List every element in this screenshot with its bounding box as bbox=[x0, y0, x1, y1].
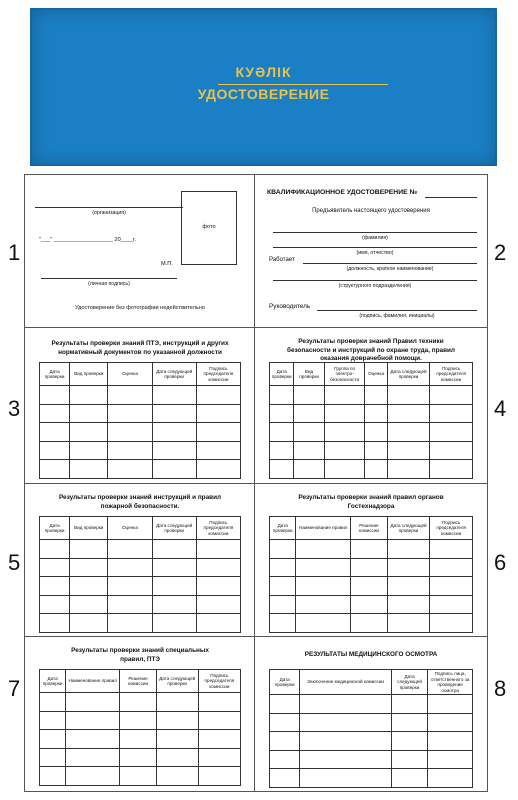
cover-title-russian: УДОСТОВЕРЕНИЕ bbox=[197, 86, 330, 102]
col-header: Группа по электро-безопасности bbox=[324, 363, 365, 386]
col-header: Подпись председателя комиссии bbox=[196, 363, 240, 386]
col-header: Дата проверки bbox=[40, 670, 66, 693]
name-caption: (имя, отчество) bbox=[356, 250, 394, 256]
page-3-title: Результаты проверки знаний ПТЭ, инструкций и других нормативный документов по указанной должности bbox=[51, 340, 229, 356]
table-row bbox=[40, 441, 241, 460]
page-5 bbox=[24, 483, 256, 638]
table-row bbox=[40, 595, 241, 614]
page-6 bbox=[254, 483, 488, 638]
table-row bbox=[40, 693, 241, 712]
table-row bbox=[40, 404, 241, 423]
page-5-table bbox=[39, 516, 241, 633]
table-row bbox=[270, 423, 473, 442]
position-line bbox=[303, 263, 477, 264]
stamp-label: М.П. bbox=[161, 261, 173, 267]
table-row bbox=[40, 540, 241, 559]
page-number-8: 8 bbox=[494, 676, 507, 701]
table-row bbox=[40, 748, 241, 767]
signature-caption: (личная подпись) bbox=[88, 281, 130, 287]
page-number-5: 5 bbox=[8, 550, 21, 575]
page-3-table bbox=[39, 362, 241, 479]
table-row bbox=[270, 614, 473, 633]
col-header: Наименование правил bbox=[296, 517, 351, 540]
page-number-2: 2 bbox=[494, 240, 507, 265]
table-row bbox=[40, 711, 241, 730]
department-caption: (структурного подразделения) bbox=[338, 283, 412, 289]
col-header: Дата проверки bbox=[270, 670, 300, 695]
cover-title-kazakh: КУӘЛІК bbox=[235, 64, 292, 80]
page-number-1: 1 bbox=[8, 240, 21, 265]
organization-line bbox=[35, 207, 183, 208]
position-caption: (должность, краткое наименование) bbox=[346, 266, 434, 272]
page-3 bbox=[24, 327, 256, 485]
page-7 bbox=[24, 636, 256, 792]
table-row bbox=[270, 460, 473, 479]
page-4-table bbox=[269, 362, 473, 479]
cover-rule bbox=[218, 84, 388, 85]
table-row bbox=[40, 730, 241, 749]
table-row bbox=[270, 595, 473, 614]
page-number-3: 3 bbox=[8, 396, 21, 421]
col-header: Подпись председателя комиссии bbox=[196, 517, 240, 540]
col-header: Подпись председателя комиссии bbox=[198, 670, 240, 693]
col-header: Дата следующей проверки bbox=[387, 363, 430, 386]
col-header: Дата следующей проверки bbox=[387, 517, 430, 540]
table-row bbox=[270, 750, 473, 769]
page-8 bbox=[254, 636, 488, 792]
table-row bbox=[270, 769, 473, 788]
table-row bbox=[270, 540, 473, 559]
col-header: Дата следующей проверки bbox=[152, 363, 196, 386]
photo-box bbox=[181, 191, 237, 265]
department-line bbox=[273, 280, 477, 281]
page-1 bbox=[24, 174, 256, 329]
photo-requirement-note: Удостоверение без фотографии недействительно bbox=[75, 305, 205, 311]
col-header: Дата следующей проверки bbox=[156, 670, 198, 693]
head-signature-caption: (подпись, фамилия, инициалы) bbox=[359, 313, 435, 319]
table-row bbox=[40, 767, 241, 786]
table-row bbox=[270, 558, 473, 577]
page-8-title: РЕЗУЛЬТАТЫ МЕДИЦИНСКОГО ОСМОТРА bbox=[304, 651, 438, 658]
page-number-7: 7 bbox=[8, 676, 21, 701]
col-header: Оценка bbox=[108, 363, 152, 386]
col-header: Дата следующей проверки bbox=[391, 670, 428, 695]
col-header: Подпись председателя комиссии bbox=[430, 363, 473, 386]
col-header: Подпись председателя комиссии bbox=[430, 517, 473, 540]
col-header: Решение комиссии bbox=[351, 517, 388, 540]
page-6-table bbox=[269, 516, 473, 633]
surname-line bbox=[273, 232, 477, 233]
page-number-4: 4 bbox=[494, 396, 507, 421]
col-header: Вид проверки bbox=[294, 363, 324, 386]
col-header: Оценка bbox=[108, 517, 152, 540]
table-row bbox=[270, 713, 473, 732]
page-7-table bbox=[39, 669, 241, 786]
col-header: Дата проверки bbox=[270, 363, 294, 386]
head-signature-line bbox=[317, 310, 477, 311]
col-header: Наименование правил bbox=[66, 670, 120, 693]
col-header: Оценка bbox=[365, 363, 387, 386]
head-label: Руководитель bbox=[269, 303, 311, 310]
page-2 bbox=[254, 174, 488, 329]
certificate-number-line bbox=[425, 197, 477, 198]
issue-date-line: "___" ___________________ 20____г. bbox=[39, 237, 137, 243]
col-header: Дата проверки bbox=[40, 517, 70, 540]
page-6-title: Результаты проверки знаний правил органов Гостехнадзора bbox=[298, 494, 444, 510]
page-4 bbox=[254, 327, 488, 485]
col-header: Дата проверки bbox=[270, 517, 296, 540]
table-row bbox=[40, 386, 241, 405]
organization-caption: (организация) bbox=[92, 210, 126, 216]
page-8-table bbox=[269, 669, 473, 788]
col-header: Вид проверки bbox=[70, 363, 108, 386]
page-7-title: Результаты проверки знаний специальных правил, ПТЭ bbox=[71, 647, 209, 663]
works-label: Работает bbox=[269, 257, 295, 263]
col-header: Вид проверки bbox=[70, 517, 108, 540]
col-header: Решение комиссии bbox=[120, 670, 156, 693]
table-row bbox=[270, 386, 473, 405]
col-header: Подпись лица, ответственного за проведение осмотра bbox=[428, 670, 473, 695]
table-row bbox=[40, 423, 241, 442]
signature-line bbox=[41, 278, 177, 279]
table-row bbox=[270, 441, 473, 460]
table-row bbox=[270, 732, 473, 751]
table-row bbox=[40, 558, 241, 577]
bearer-label: Предъявитель настоящего удостоверения bbox=[312, 208, 430, 214]
table-row bbox=[270, 404, 473, 423]
table-row bbox=[270, 695, 473, 714]
certificate-title: КВАЛИФИКАЦИОННОЕ УДОСТОВЕРЕНИЕ № bbox=[267, 189, 418, 196]
surname-caption: (фамилия) bbox=[362, 235, 388, 241]
table-row bbox=[40, 577, 241, 596]
page-number-6: 6 bbox=[494, 550, 507, 575]
table-row bbox=[270, 577, 473, 596]
col-header: Заключение медицинской комиссии bbox=[300, 670, 391, 695]
booklet-cover bbox=[30, 8, 497, 166]
col-header: Дата следующей проверки bbox=[152, 517, 196, 540]
page-5-title: Результаты проверки знаний инструкций и правил пожарной безопасности. bbox=[58, 494, 222, 510]
photo-label: фото bbox=[202, 224, 216, 230]
table-row bbox=[40, 460, 241, 479]
name-line bbox=[273, 247, 477, 248]
page-4-title: Результаты проверки знаний Правил техники безопасности и инструкций по охране труда, правил оказания доврачебной помощи. bbox=[287, 338, 455, 363]
table-row bbox=[40, 614, 241, 633]
col-header: Дата проверки bbox=[40, 363, 70, 386]
